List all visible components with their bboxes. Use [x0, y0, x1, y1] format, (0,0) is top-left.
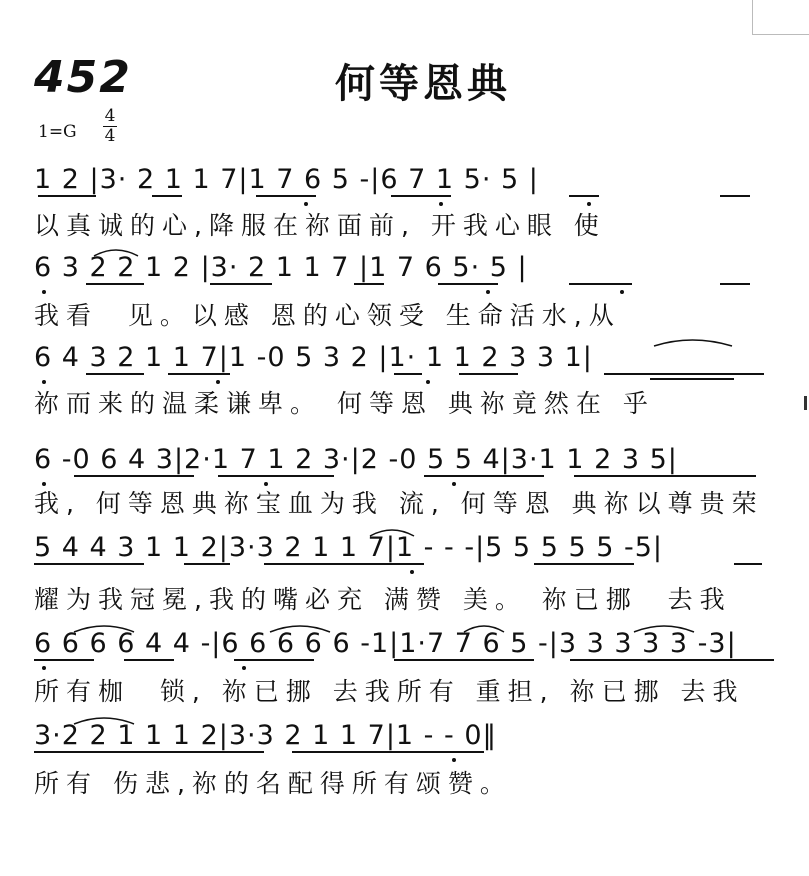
notation-line: [34, 248, 774, 288]
hymn-title: 何等恩典: [335, 61, 511, 107]
notation-line: [34, 440, 774, 480]
notation-line: [34, 716, 774, 756]
notes-text: 6 4 3 2 1 1 7|1 -0 5 3 2 |1· 1 1 2 3 3 1|: [34, 342, 593, 373]
notation-line: [34, 160, 774, 200]
notes-text: 6 3 2 2 1 2 |3· 2 1 1 7 |1 7 6 5· 5 |: [34, 252, 528, 283]
lyrics-line: 耀为我冠冕,我的嘴必充 满赞 美。 祢已挪 去我: [34, 585, 732, 614]
time-signature-bottom: 4: [104, 126, 116, 146]
page-corner-mark: [752, 0, 809, 35]
notation-line: [34, 624, 774, 664]
lyrics-line: 所有枷 锁, 祢已挪 去我所有 重担, 祢已挪 去我: [34, 677, 745, 706]
lyrics-line: 我, 何等恩典祢宝血为我 流, 何等恩 典祢以尊贵荣: [34, 489, 764, 518]
notation-line: [34, 528, 774, 568]
lyrics-line: 我看 见。以感 恩的心领受 生命活水,从: [34, 301, 621, 330]
notes-text: 6 6 6 6 4 4 -|6 6 6 6 6 -1|1·7 7 6 5 -|3 3 3 3 3 -3|: [34, 628, 737, 659]
lyrics-line: 所有 伤悲,祢的名配得所有颂赞。: [34, 769, 512, 798]
notes-text: 6 -0 6 4 3|2·1 7 1 2 3·|2 -0 5 5 4|3·1 1 2 3 5|: [34, 444, 678, 475]
key-signature: 1=G: [38, 122, 77, 142]
time-signature-top: 4: [104, 106, 116, 126]
lyrics-line: 以真诚的心,降服在祢面前, 开我心眼 使: [34, 211, 606, 240]
notation-line: [34, 338, 774, 378]
notes-text: 3·2 2 1 1 1 2|3·3 2 1 1 7|1 - - 0‖: [34, 720, 498, 751]
notes-text: 5 4 4 3 1 1 2|3·3 2 1 1 7|1 - - -|5 5 5 5 5 -5|: [34, 532, 663, 563]
hymn-number: 452: [34, 52, 132, 103]
time-signature: [103, 107, 117, 146]
margin-tick: [804, 396, 807, 410]
notes-text: 1 2 |3· 2 1 1 7|1 7 6 5 -|6 7 1 5· 5 |: [34, 164, 539, 195]
lyrics-line: 祢而来的温柔谦卑。 何等恩 典祢竟然在 乎: [34, 389, 655, 418]
